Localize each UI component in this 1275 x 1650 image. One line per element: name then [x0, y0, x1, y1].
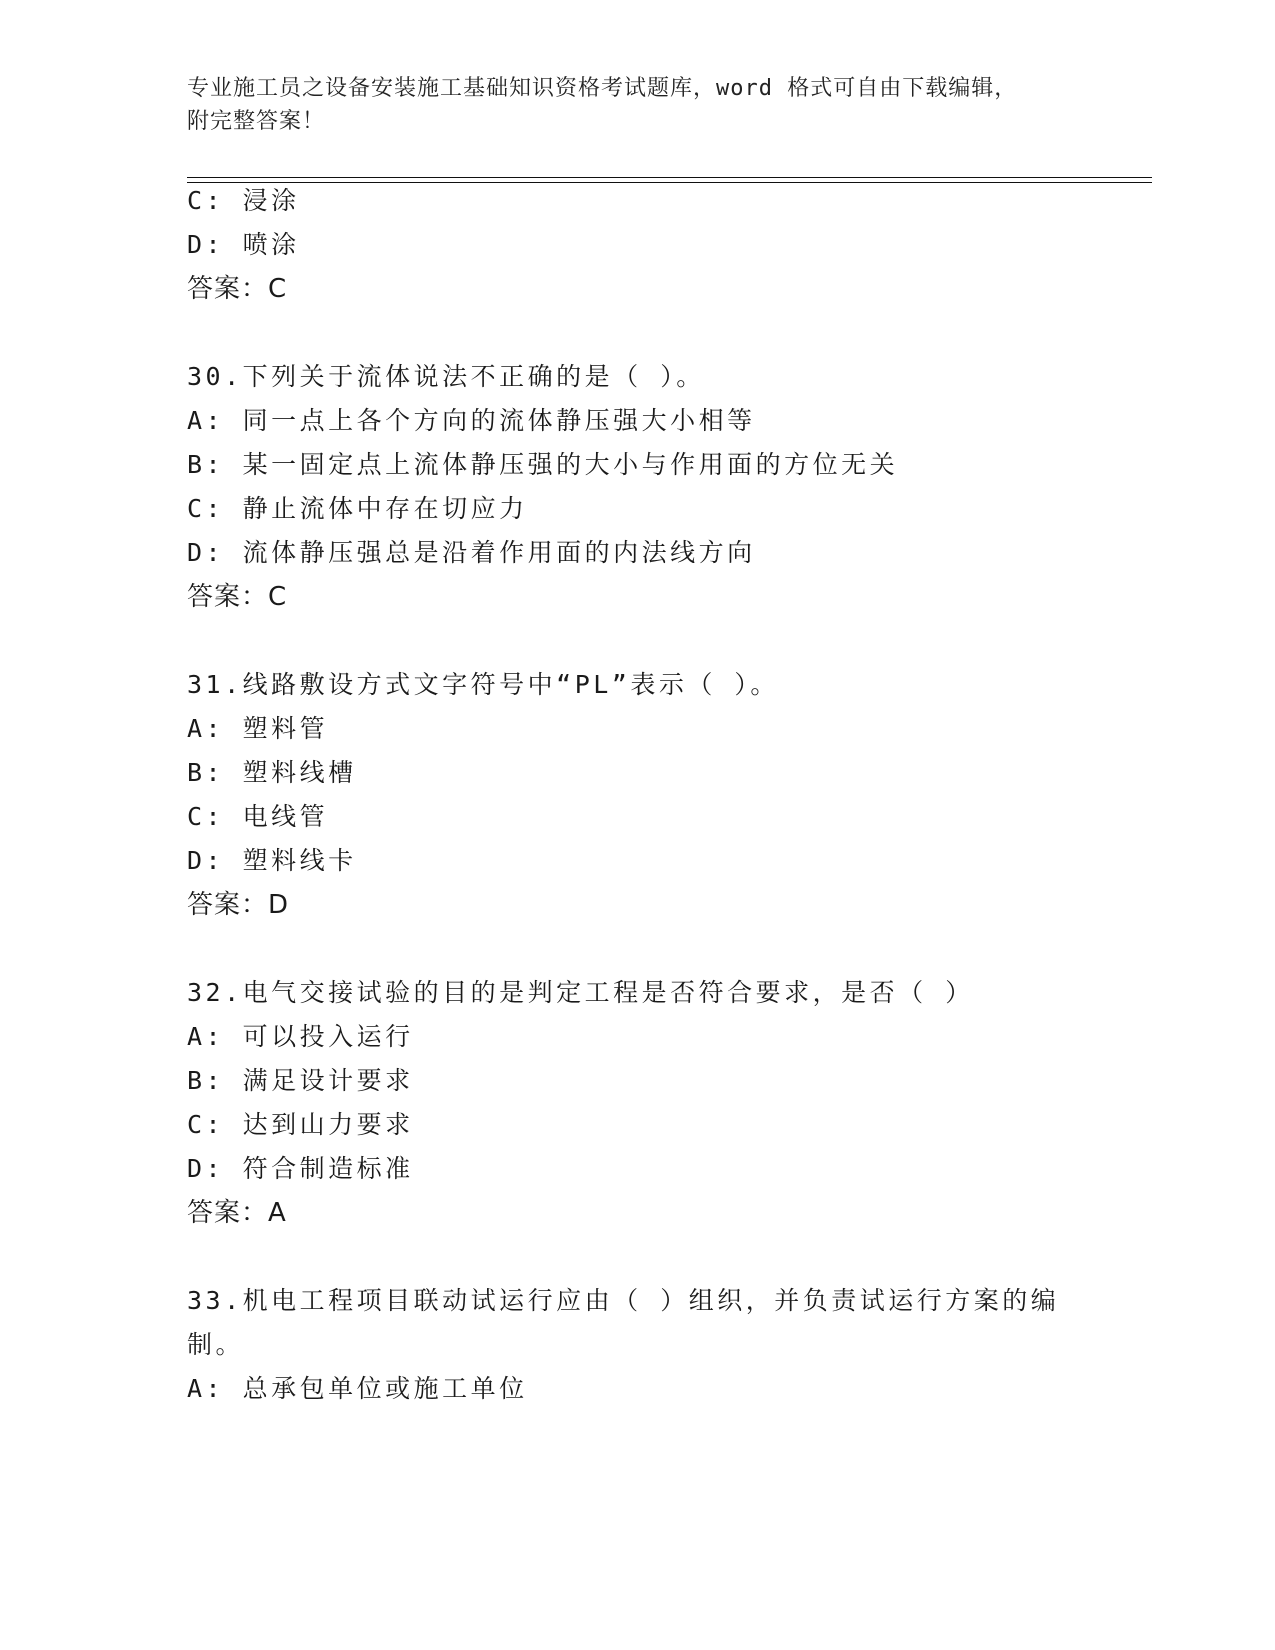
option-b: B: 满足设计要求: [187, 1066, 414, 1095]
option-a: A: 可以投入运行: [187, 1022, 414, 1051]
option-a: A: 同一点上各个方向的流体静压强大小相等: [187, 406, 756, 435]
question-text: 31.线路敷设方式文字符号中“PL”表示（ ）。: [187, 670, 779, 699]
option-c: C: 达到山力要求: [187, 1110, 414, 1139]
document-header: [187, 72, 1067, 138]
answer-line: 答案：A: [187, 1198, 287, 1228]
question-text: 32.电气交接试验的目的是判定工程是否符合要求，是否（ ）: [187, 978, 974, 1007]
question-text: 30.下列关于流体说法不正确的是（ ）。: [187, 362, 705, 391]
header-line-2: 附完整答案！: [187, 109, 326, 134]
answer-line: 答案：D: [187, 890, 290, 920]
option-b: B: 某一固定点上流体静压强的大小与作用面的方位无关: [187, 450, 899, 479]
option-c: C: 浸涂: [187, 186, 300, 215]
answer-line: 答案：C: [187, 582, 288, 612]
option-a: A: 塑料管: [187, 714, 329, 743]
option-d: D: 塑料线卡: [187, 846, 357, 875]
option-d: D: 符合制造标准: [187, 1154, 414, 1183]
header-divider-top: [187, 177, 1152, 178]
option-d: D: 喷涂: [187, 230, 300, 259]
option-c: C: 电线管: [187, 802, 329, 831]
option-a: A: 总承包单位或施工单位: [187, 1374, 528, 1403]
header-divider-bottom: [187, 182, 1152, 183]
question-text-continued: 制。: [187, 1330, 245, 1359]
option-c: C: 静止流体中存在切应力: [187, 494, 528, 523]
option-d: D: 流体静压强总是沿着作用面的内法线方向: [187, 538, 756, 567]
option-b: B: 塑料线槽: [187, 758, 357, 787]
answer-line: 答案：C: [187, 274, 288, 304]
header-line-1: 专业施工员之设备安装施工基础知识资格考试题库，word 格式可自由下载编辑，: [187, 76, 1018, 101]
question-text: 33.机电工程项目联动试运行应由（ ）组织，并负责试运行方案的编: [187, 1286, 1060, 1315]
